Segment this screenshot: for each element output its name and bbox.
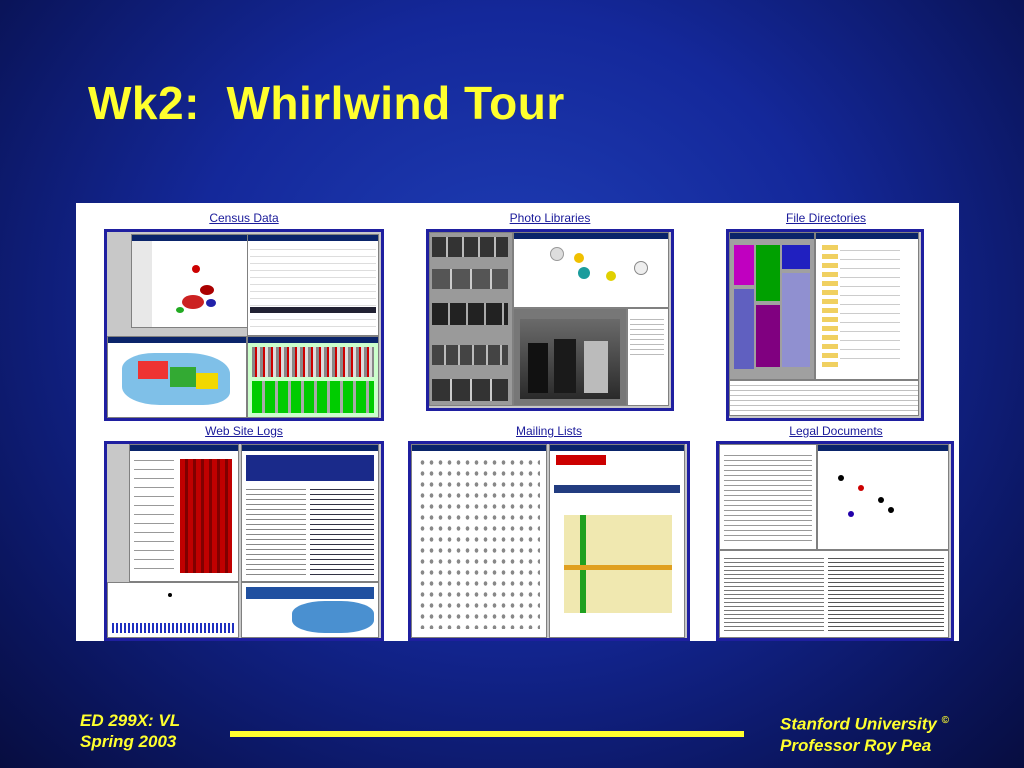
case-list-window: [719, 444, 817, 550]
log-scatter-window: [107, 582, 239, 638]
census-data-screenshot: [104, 229, 384, 421]
footer-course-info: [80, 710, 180, 752]
tour-panel: [76, 203, 959, 641]
folder-tree-window: [815, 232, 919, 380]
census-data-cell: [104, 211, 384, 421]
file-directories-screenshot: [726, 229, 924, 421]
message-scatter-window: [411, 444, 547, 638]
web-site-logs-screenshot: [104, 441, 384, 641]
census-map-window: [107, 336, 247, 418]
footer-course: ED 299X: VL: [80, 711, 181, 730]
copyright-symbol: ©: [941, 715, 949, 726]
footer-divider: [230, 731, 744, 737]
footer-university: Stanford University: [780, 714, 937, 734]
photo-viewer-window: [513, 308, 627, 406]
mailing-lists-label: Mailing Lists: [515, 424, 583, 438]
photo-plot-window: [513, 232, 669, 308]
photo-thumbs-window: [429, 232, 513, 406]
photo-libraries-screenshot: [426, 229, 674, 411]
footer-author-info: [780, 710, 949, 756]
slide-title: Wk2: Whirlwind Tour: [88, 77, 565, 129]
legal-documents-label: Legal Documents: [789, 424, 883, 438]
census-scatter-window: [131, 234, 249, 328]
treemap-window: [729, 232, 815, 380]
photo-libraries-cell: [424, 211, 676, 421]
file-directories-cell: [726, 211, 926, 421]
web-site-logs-label: Web Site Logs: [205, 424, 283, 438]
photo-libraries-label: Photo Libraries: [509, 211, 591, 225]
file-list-window: [729, 380, 919, 416]
yahoo-maps-window: [549, 444, 685, 638]
mailing-lists-screenshot: [408, 441, 690, 641]
footer-term: Spring 2003: [80, 732, 177, 751]
footer-professor: Professor Roy Pea: [780, 735, 932, 755]
photo-info-window: [627, 308, 669, 406]
document-text-window: [719, 550, 949, 638]
census-data-label: Census Data: [209, 211, 279, 225]
census-table-window: [247, 234, 379, 336]
web-site-logs-cell: [104, 424, 384, 638]
file-directories-label: File Directories: [785, 211, 866, 225]
human-factors-window: [241, 582, 379, 638]
footer-university-line: [780, 710, 949, 735]
census-bars-window: [247, 336, 379, 418]
case-scatter-window: [817, 444, 949, 550]
hcil-page-window: [241, 444, 379, 582]
mailing-lists-cell: [406, 424, 692, 638]
log-tree-window: [129, 444, 239, 582]
legal-documents-cell: [716, 424, 956, 638]
legal-documents-screenshot: [716, 441, 954, 641]
